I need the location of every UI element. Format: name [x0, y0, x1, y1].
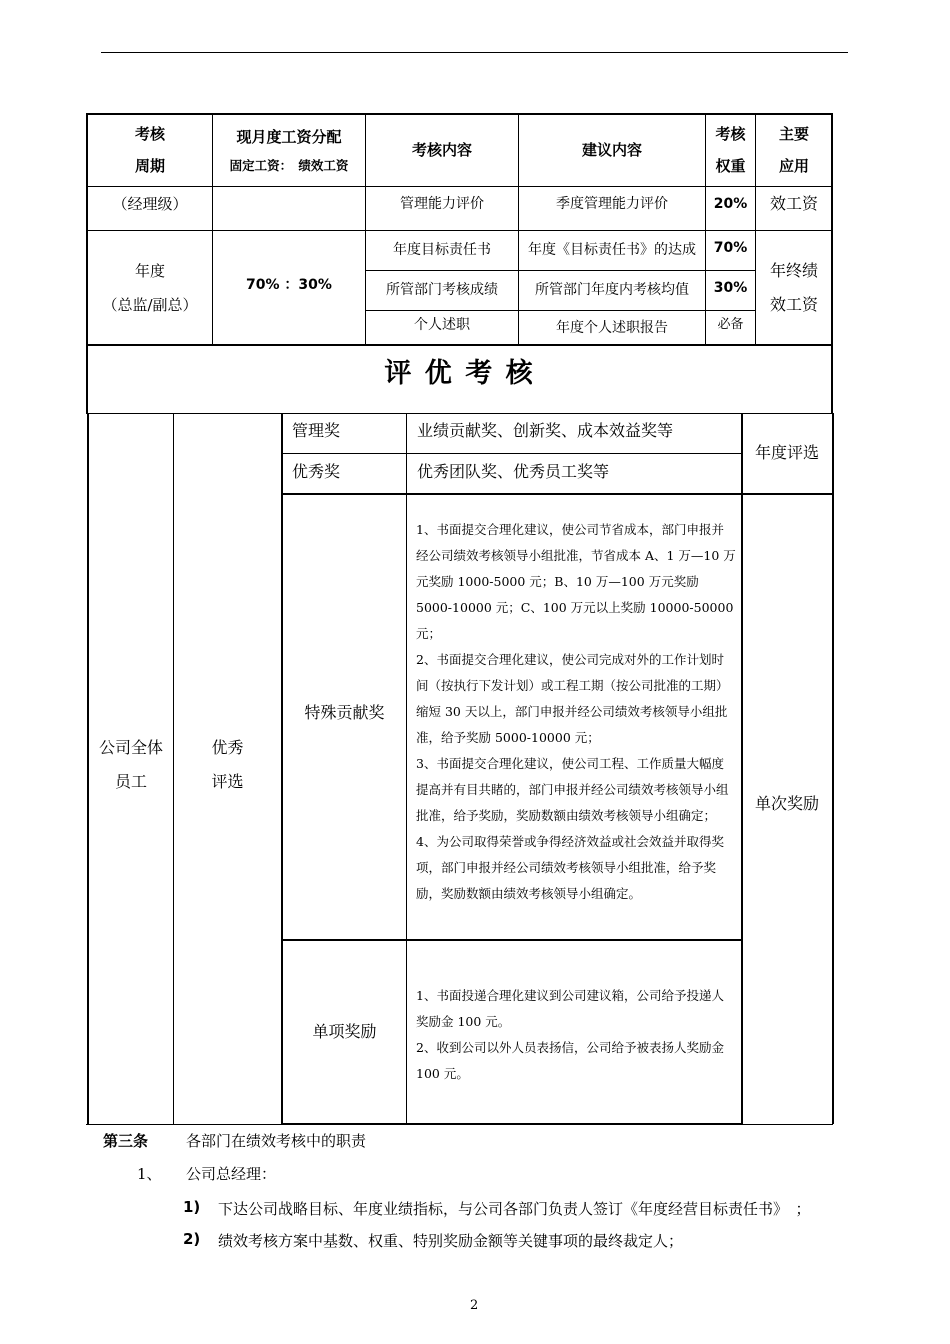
annual-use-line1: 年终绩	[769, 261, 818, 280]
annual-content-1: 年度目标责任书	[393, 242, 491, 258]
header-weight-line1: 考核	[715, 124, 746, 143]
header-use	[756, 113, 832, 186]
special-award-desc	[416, 517, 736, 907]
annual-suggest-2: 所管部门年度内考核均值	[535, 282, 689, 298]
annual-suggest-3: 年度个人述职报告	[556, 320, 668, 336]
annual-content-2: 所管部门考核成绩	[386, 282, 498, 298]
article-label: 第三条	[103, 1132, 149, 1150]
annual-suggest-1: 年度《目标责任书》的达成	[528, 242, 696, 258]
table-grid-line	[832, 413, 834, 1124]
header-use-line1: 主要	[778, 124, 809, 143]
single-award-desc	[416, 983, 736, 1087]
annual-period-line2: （总监/副总）	[102, 296, 198, 314]
annual-use-line2: 效工资	[769, 295, 818, 314]
award-target-line2: 员工	[114, 772, 147, 791]
manager-use: 效工资	[769, 194, 818, 213]
header-use-line2: 应用	[778, 156, 809, 175]
annual-ratio: 70% ：30%	[246, 277, 332, 293]
special-award-item-4: 4、为公司取得荣誉或争得经济效益或社会效益并取得奖项，部门申报并经公司绩效考核领导小组批准，给予奖励，奖励数额由绩效考核领导小组确定。	[416, 834, 724, 901]
manager-suggest: 季度管理能力评价	[556, 196, 668, 212]
table-grid-line	[86, 1124, 833, 1125]
header-weight-line2: 权重	[715, 156, 746, 175]
manager-content: 管理能力评价	[400, 196, 484, 212]
header-period-line1: 考核	[134, 124, 165, 143]
header-period-line2: 周期	[134, 156, 165, 175]
sub2-text: 绩效考核方案中基数、权重、特别奖励金额等关键事项的最终裁定人；	[218, 1232, 684, 1250]
annual-weight-1: 70%	[713, 240, 748, 256]
manager-weight: 20%	[713, 196, 748, 212]
table-grid-line	[281, 453, 741, 454]
annual-period-line1: 年度	[134, 262, 165, 280]
single-reward-use: 单次奖励	[754, 794, 819, 813]
annual-content-3: 个人述职	[414, 317, 470, 333]
annual-use	[756, 230, 832, 346]
item1-title: 公司总经理：	[186, 1165, 277, 1183]
management-award-name: 管理奖	[292, 421, 341, 440]
excellent-award-name: 优秀奖	[292, 462, 341, 481]
annual-period	[88, 230, 212, 346]
header-period	[88, 113, 212, 186]
management-award-desc: 业绩贡献奖、创新奖、成本效益奖等	[417, 421, 674, 440]
single-award-item-1: 1、书面投递合理化建议到公司建议箱，公司给予投递人奖励金 100 元。	[416, 988, 724, 1029]
excellent-award-desc: 优秀团队奖、优秀员工奖等	[417, 462, 610, 481]
award-type-line1: 优秀	[211, 738, 244, 757]
header-rule	[101, 52, 848, 53]
award-target-line1: 公司全体	[98, 738, 163, 757]
sub2-num: 2)	[183, 1230, 201, 1248]
annual-selection: 年度评选	[754, 443, 819, 462]
header-weight	[706, 113, 755, 186]
manager-period: （经理级）	[112, 195, 188, 213]
header-salary-title: 现月度工资分配	[236, 127, 342, 146]
special-award-item-3: 3、书面提交合理化建议，使公司工程、工作质量大幅度提高并有目共睹的，部门申报并经公司绩效考核领导小组批准，给予奖励，奖励数额由绩效考核领导小组确定；	[416, 756, 729, 823]
award-type-line2: 评选	[211, 772, 244, 791]
annual-weight-3: 必备	[717, 317, 744, 332]
annual-weight-2: 30%	[713, 280, 748, 296]
banner-title: 评 优 考 核	[384, 358, 535, 389]
sub1-text: 下达公司战略目标、年度业绩指标，与公司各部门负责人签订《年度经营目标责任书》 ；	[218, 1200, 811, 1218]
header-salary-sub: 固定工资： 绩效工资	[229, 157, 349, 173]
special-award-item-2: 2、书面提交合理化建议，使公司完成对外的工作计划时间（按执行下发计划）或工程工期（按公司批准的工期）缩短 30 天以上，部门申报并经公司绩效考核领导小组批准，给予奖励 5000-10000 元；	[416, 652, 729, 745]
item1-num: 1、	[137, 1165, 162, 1183]
header-salary	[213, 113, 365, 186]
page-number: 2	[470, 1298, 479, 1313]
single-award-item-2: 2、收到公司以外人员表扬信，公司给予被表扬人奖励金 100 元。	[416, 1040, 724, 1081]
award-target	[89, 730, 173, 800]
article-title: 各部门在绩效考核中的职责	[186, 1132, 367, 1150]
special-award-name: 特殊贡献奖	[304, 703, 385, 722]
header-content: 考核内容	[411, 140, 472, 159]
single-award-name: 单项奖励	[312, 1022, 377, 1041]
special-award-item-1: 1、书面提交合理化建议，使公司节省成本，部门申报并经公司绩效考核领导小组批准，节省成本 A、1 万—10 万元奖励 1000-5000 元；B、10 万—100 万元奖励 5000-10000 元；C、100 万元以上奖励 10000-50000 元；	[416, 522, 736, 641]
table-grid-line	[406, 413, 407, 1124]
sub1-num: 1)	[183, 1198, 201, 1216]
award-type	[174, 730, 281, 800]
header-suggest: 建议内容	[581, 140, 642, 159]
